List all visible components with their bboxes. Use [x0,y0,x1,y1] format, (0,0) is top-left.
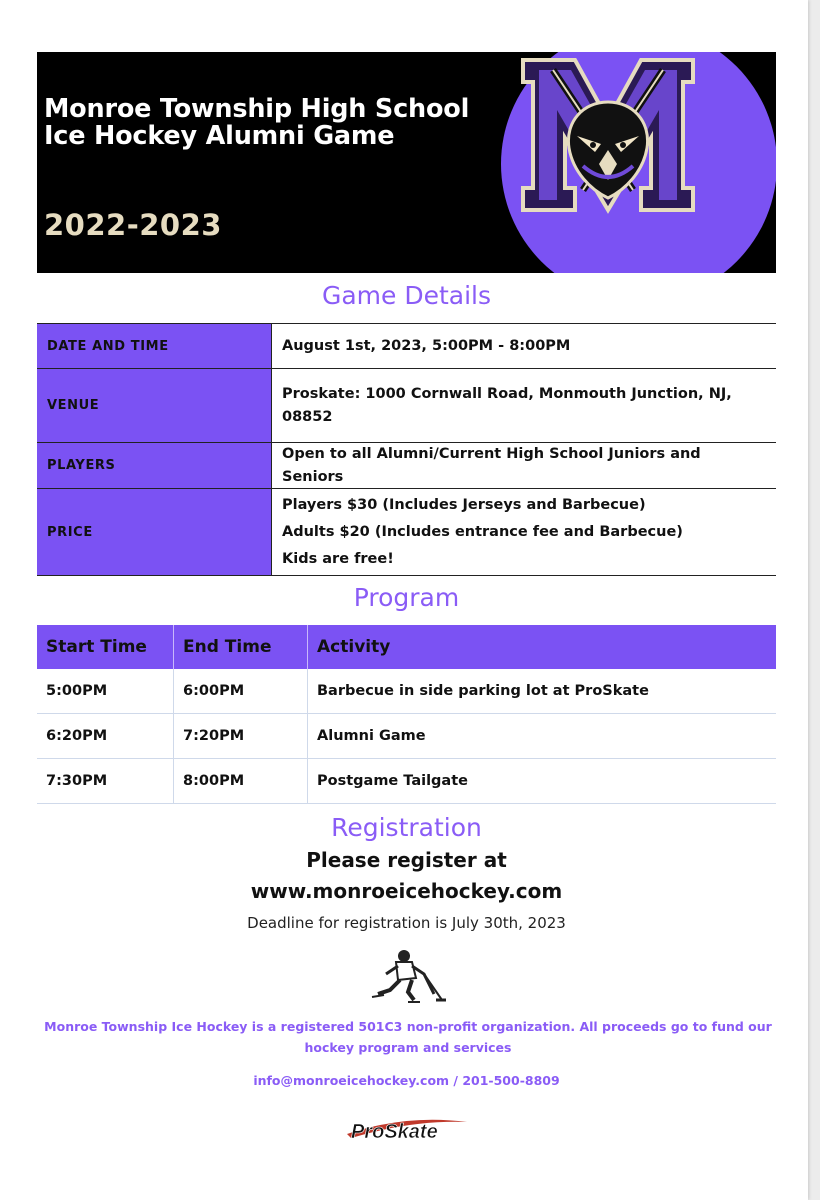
register-instruction: Please register at [306,848,507,872]
table-row [37,759,776,804]
season-year: 2022-2023 [44,208,222,242]
details-value [272,443,776,488]
column-header: Activity [308,625,777,669]
hockey-player-icon [368,948,446,1004]
game-details-heading: Game Details [321,281,492,310]
program-table [37,625,776,804]
registration-url-link[interactable]: www.monroeicehockey.com [250,879,563,903]
details-label: PLAYERS [37,443,272,488]
column-header: Start Time [37,625,174,669]
details-value [272,324,776,368]
details-value [272,489,776,575]
registration-heading: Registration [331,813,482,842]
details-label: DATE AND TIME [37,324,272,368]
event-title: Monroe Township High School Ice Hockey Alumni Game [44,94,470,151]
table-cell: 8:00PM [174,759,308,804]
details-row-price [37,489,776,576]
registration-deadline: Deadline for registration is July 30th, 2023 [247,914,566,932]
proskate-logo-text: ProSkate [351,1121,438,1143]
table-cell: Alumni Game [308,714,777,759]
table-cell: 5:00PM [37,669,174,714]
details-value [272,369,776,442]
details-line: Players $30 (Includes Jerseys and Barbecue) [282,496,646,513]
details-line: Adults $20 (Includes entrance fee and Barbecue) [282,523,683,540]
table-cell: 6:00PM [174,669,308,714]
column-header: End Time [174,625,308,669]
details-line: Proskate: 1000 Cornwall Road, Monmouth Junction, NJ, [282,385,732,402]
table-row [37,714,776,759]
nonprofit-notice: Monroe Township Ice Hockey is a registered 501C3 non-profit organization. All proceeds go to fund our hockey program and services [44,1019,772,1055]
table-cell: Barbecue in side parking lot at ProSkate [308,669,777,714]
falcon-m-logo-icon [513,40,703,230]
contact-info-link[interactable]: info@monroeicehockey.com / 201-500-8809 [253,1073,560,1088]
details-line: 08852 [282,408,333,425]
details-line: Open to all Alumni/Current High School Juniors and Seniors [282,445,701,485]
details-label: PRICE [37,489,272,575]
table-cell: Postgame Tailgate [308,759,777,804]
table-cell: 7:30PM [37,759,174,804]
program-header-row [37,625,776,669]
details-line: Kids are free! [282,550,394,567]
details-row-venue [37,369,776,443]
game-details-table [37,323,776,576]
table-row [37,669,776,714]
table-cell: 7:20PM [174,714,308,759]
program-heading: Program [353,583,460,612]
details-row-players [37,443,776,489]
details-label: VENUE [37,369,272,442]
details-line: August 1st, 2023, 5:00PM - 8:00PM [282,337,571,354]
details-row-date [37,323,776,369]
proskate-logo-icon [341,1112,471,1146]
table-cell: 6:20PM [37,714,174,759]
